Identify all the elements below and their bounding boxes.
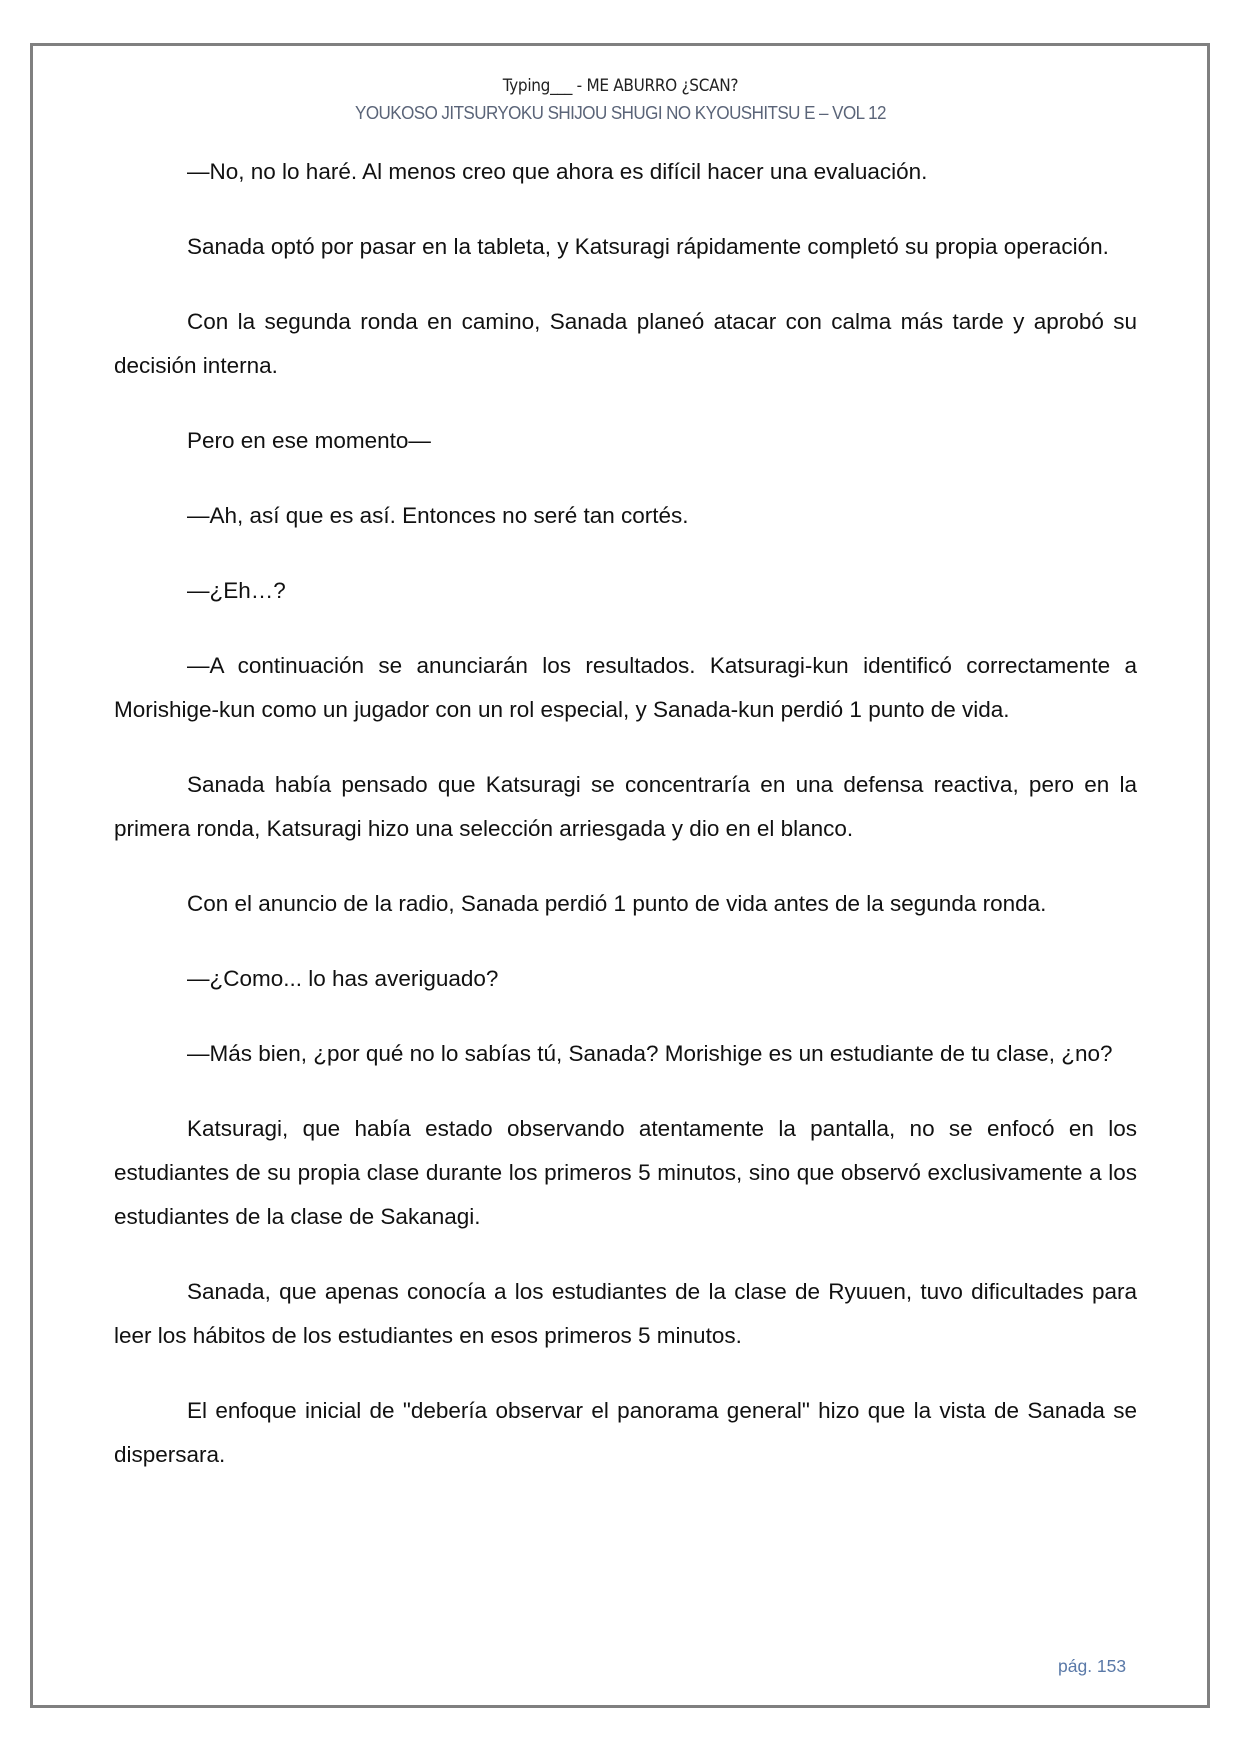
paragraph: Katsuragi, que había estado observando atentamente la pantalla, no se enfocó en los estudiantes de su propia clase durante los primeros 5 minutos, sino que observó exclusivamente a los estudiantes de la clase de Sakanagi. <box>114 1116 1137 1229</box>
page-number: pág. 153 <box>1058 1656 1127 1676</box>
paragraph: Sanada optó por pasar en la tableta, y Katsuragi rápidamente completó su propia operación. <box>187 234 1109 259</box>
paragraph: —Ah, así que es así. Entonces no seré tan cortés. <box>187 503 689 528</box>
paragraph: —¿Eh…? <box>187 578 286 603</box>
header-credit: Typing___ - ME ABURRO ¿SCAN? <box>502 76 739 96</box>
page-body <box>114 150 1137 1508</box>
paragraph: —¿Como... lo has averiguado? <box>187 966 499 991</box>
paragraph: —No, no lo haré. Al menos creo que ahora es difícil hacer una evaluación. <box>187 159 928 184</box>
paragraph: Sanada había pensado que Katsuragi se concentraría en una defensa reactiva, pero en la primera ronda, Katsuragi hizo una selección arriesgada y dio en el blanco. <box>114 772 1137 841</box>
paragraph: —Más bien, ¿por qué no lo sabías tú, Sanada? Morishige es un estudiante de tu clase, ¿no? <box>187 1041 1113 1066</box>
header-title: YOUKOSO JITSURYOKU SHIJOU SHUGI NO KYOUSHITSU E – VOL 12 <box>355 102 886 123</box>
paragraph: Con el anuncio de la radio, Sanada perdió 1 punto de vida antes de la segunda ronda. <box>187 891 1047 916</box>
paragraph: —A continuación se anunciarán los resultados. Katsuragi-kun identificó correctamente a Morishige-kun como un jugador con un rol especial, y Sanada-kun perdió 1 punto de vida. <box>114 653 1137 722</box>
paragraph: Sanada, que apenas conocía a los estudiantes de la clase de Ryuuen, tuvo dificultades para leer los hábitos de los estudiantes en esos primeros 5 minutos. <box>114 1279 1137 1348</box>
paragraph: Con la segunda ronda en camino, Sanada planeó atacar con calma más tarde y aprobó su decisión interna. <box>114 309 1137 378</box>
paragraph: Pero en ese momento— <box>187 428 431 453</box>
paragraph: El enfoque inicial de "debería observar el panorama general" hizo que la vista de Sanada se dispersara. <box>114 1398 1137 1467</box>
